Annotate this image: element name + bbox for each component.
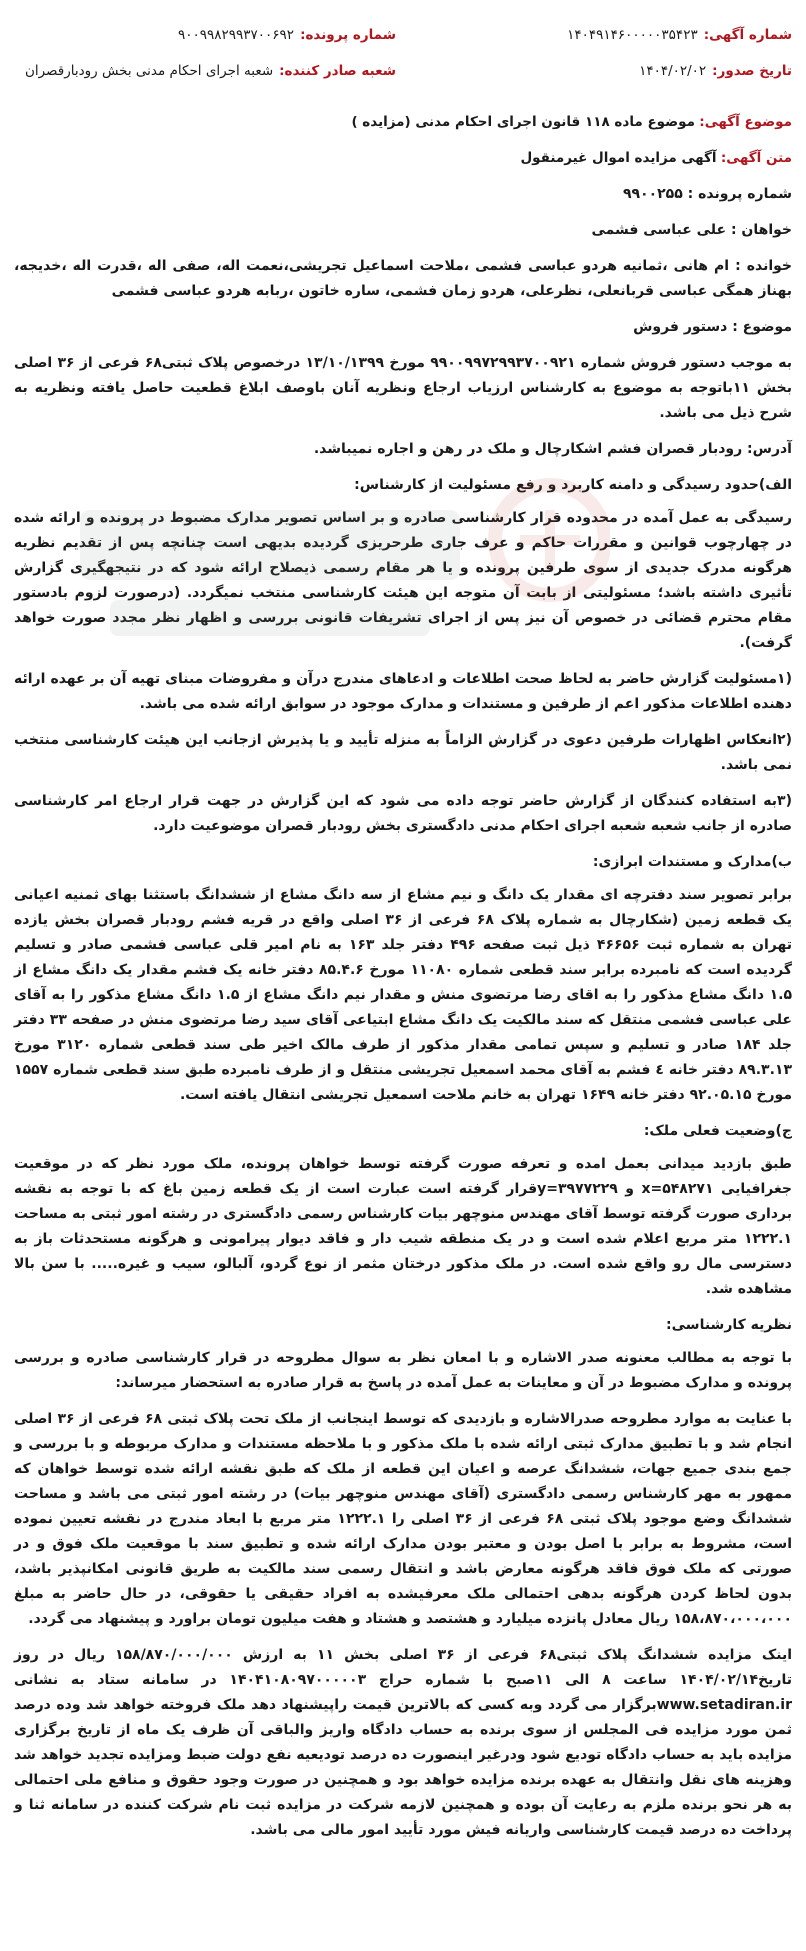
subject-line <box>14 110 792 134</box>
text-title-value: آگهی مزایده اموال غیرمنقول <box>520 150 717 166</box>
issue-date-label: تاریخ صدور: <box>712 63 792 79</box>
auction-paragraph: اینک مزایده ششدانگ پلاک ثبتی۶۸ فرعی از ۳۶ اصلی بخش ۱۱ به ارزش ۱۵۸/۸۷۰/۰۰۰/۰۰۰ ریال در روز تاریخ۱۴۰۴/۰۲/۱۴ ساعت ۸ الی ۱۱صبح با شماره حراج ۱۴۰۴۱۰۸۰۹۷۰۰۰۰۰۳ در سامانه ستاد به نشانی www.setadiran.irبرگزار می گردد وبه کسی که بالاترین قیمت راپیشنهاد دهد ملک فروخته خواهد شد وده درصد ثمن مورد مزایده فی المجلس از سوی برنده به حساب دادگاه واریز والباقی آن ظرف یک ماه از تاریخ برگزاری مزایده باید به حساب دادگاه تودیع شود ودرغیر اینصورت ده درصد تودیعیه نفع دولت ضبط ومزایده تجدید خواهد شد وهزینه های نقل وانتقال به عهده برنده مزایده خواهد بود و همچنین در صورت وجود حقوق و منافع ملی احتمالی به هر نحو برنده ملزم به رعایت آن بوده و همچنین لازمه شرکت در مزایده ثبت نام شرکت کننده در سامانه ثنا و پرداخت ده درصد قیمت کارشناسی واریانه فیش مورد تأیید امور مالی می باشد. <box>14 1647 793 1838</box>
item-1-paragraph: (۱مسئولیت گزارش حاضر به لحاظ صحت اطلاعات و ادعاهای مندرج درآن و مفروضات مبنای تهیه آن بر عهده ارائه دهنده اطلاعات مذکور اعم از طرفین و مستندات و مدارک موجود در سوابق ارائه شده می باشد. <box>14 671 792 712</box>
case-number-value: ۹۰۰۹۹۸۲۹۹۳۷۰۰۶۹۲ <box>178 27 295 43</box>
section-b-paragraph: برابر تصویر سند دفترچه ای مقدار یک دانگ و نیم مشاع از سه دانگ مشاع از ششدانگ باستثنا بهای ثمنیه اعیانی یک قطعه زمین (شکارچال به شماره پلاک ۶۸ فرعی از ۳۶ اصلی واقع در قریه فشم رودبار قصران بخش یازده تهران به شماره ثبت ۴۶۶۵۶ ذیل ثبت صفحه ۴۹۶ دفتر جلد ۱۶۳ به نام امیر قلی عباسی فشمی صادر و تسلیم گردیده است که نامبرده برابر سند قطعی شماره ۱۱۰۸۰ مورخ ۸۵.۴.۶ دفتر خانه یک فشم مقدار یک دانگ مشاع از ۱.۵ دانگ مشاع مذکور را به اقای رضا مرتضوی منش و مقدار نیم دانگ مشاع از ۱.۵ دانگ مشاع مذکور را به آقای علی عباسی فشمی منتقل که سند مالکیت یک دانگ مشاع ابتیاعی آقای سید رضا مرتضوی منش در صفحه ۳۳ دفتر جلد ۱۸۴ صادر و تسلیم و سپس تمامی مقدار مذکور از طرف مالک اخیر طی سند قطعی شماره ۳۱۲۰ مورخ ۸۹.۳.۱۳ دفتر خانه ٤ فشم به آقای محمد اسمعیل تجریشی منتقل و از طرف نامبرده طبق سند قطعی شماره ۱۵۵۷ مورخ ۹۲.۰۵.۱۵ دفتر خانه ۱۶۴۹ تهران به خانم ملاحت اسمعیل تجریشی انتقال یافته است. <box>14 887 792 1103</box>
issue-date-row <box>410 60 792 82</box>
section-c-title: ج)وضعیت فعلی ملک: <box>643 1123 792 1139</box>
issuer-label: شعبه صادر کننده: <box>279 63 396 79</box>
case-line: شماره پرونده : ۹۹۰۰۲۵۵ <box>622 186 792 202</box>
issuer-row <box>14 60 396 82</box>
notice-header <box>14 24 792 82</box>
issuer-value: شعبه اجرای احکام مدنی بخش رودبارقصران <box>24 63 274 79</box>
case-number-row <box>14 24 396 46</box>
item-3-paragraph: (۳به استفاده کنندگان از گزارش حاضر توجه داده می شود که این گزارش در جهت قرار ارجاع امر کارشناسی صادره از جانب شعبه شعبه اجرای احکام مدنی دادگستری بخش رودبار قصران موضوعیت دارد. <box>14 793 792 834</box>
plaintiff-line: خواهان : علی عباسی فشمی <box>591 222 792 238</box>
ad-number-row <box>410 24 792 46</box>
ad-number-value: ۱۴۰۴۹۱۴۶۰۰۰۰۰۳۵۴۲۳ <box>567 27 698 43</box>
subject-value: موضوع ماده ۱۱۸ قانون اجرای احکام مدنی (مزایده ) <box>351 114 695 130</box>
defendants-paragraph: خوانده : ام هانی ،ثمانیه هردو عباسی فشمی ،ملاحت اسماعیل تجریشی،نعمت اله، صفی اله ،قدرت اله ،خدیجه، بهناز همگی عباسی قربانعلی، نظرعلی، هردو زمان فشمی، ساره خاتون ،ربابه هردو عباسی فشمی <box>14 258 792 299</box>
subject-label: موضوع آگهی: <box>699 114 792 130</box>
section-c-paragraph: طبق بازدید میدانی بعمل امده و تعرفه صورت گرفته توسط خواهان پرونده، ملک مورد نظر که در موقعیت جغرافیایی x=۵۴۸۲۷۱ و y=۳۹۷۷۲۲۹قرار گرفته است عبارت است از یک قطعه زمین باغ که با توجه به نقشه برداری صورت گرفته توسط آقای مهندس منوچهر بیات کارشناس رسمی دادگستری در رشته امور ثبتی به مساحت ۱۲۲۲.۱ متر مربع اعلام شده است و در یک منطقه شیب دار و فاقد دیوار پیرامونی و هرگونه مستحدثات باز به دسترسی مال رو واقع شده است. در ملک مذکور درختان مثمر از نوع گردو، آلبالو، سیب و غیره..... با سن بالا مشاهده شد. <box>14 1156 793 1297</box>
text-title-line <box>14 146 792 170</box>
item-2-paragraph: (۲انعکاس اظهارات طرفین دعوی در گزارش الزاماً به منزله تأیید و یا پذیرش ازجانب این هیئت کارشناسی منتخب نمی باشد. <box>14 732 792 773</box>
intro-paragraph: به موجب دستور فروش شماره ۹۹۰۰۹۹۷۲۹۹۳۷۰۰۹۲۱ مورخ ۱۳/۱۰/۱۳۹۹ درخصوص پلاک ثبتی۶۸ فرعی از ۳۶ اصلی بخش ۱۱باتوجه به موضوع به کارشناس ارزیاب ارجاع ونظریه آنان باوصف ابلاغ قطعیت حاصل یافته ونظریه به شرح ذیل می باشد. <box>14 355 793 421</box>
opinion-title: نظریه کارشناسی: <box>666 1317 792 1333</box>
opinion-intro-paragraph: با توجه به مطالب معنونه صدر الاشاره و با امعان نظر به سوال مطروحه در قرار کارشناسی صادره و بررسی پرونده و مدارک مضبوط در آن و معاینات به عمل آمده در پاسخ به قرار صادره به استحضار میرساند: <box>14 1350 792 1391</box>
ad-number-label: شماره آگهی: <box>703 27 792 43</box>
section-a-title: الف)حدود رسیدگی و دامنه کاربرد و رفع مسئولیت از کارشناس: <box>354 477 792 493</box>
topic-line: موضوع : دستور فروش <box>633 319 792 335</box>
text-title-label: متن آگهی: <box>720 150 792 166</box>
case-number-label: شماره پرونده: <box>300 27 396 43</box>
issue-date-value: ۱۴۰۴/۰۲/۰۲ <box>639 63 707 79</box>
opinion-paragraph: با عنایت به موارد مطروحه صدرالاشاره و بازدیدی که توسط اینجانب از ملک تحت پلاک ثبتی ۶۸ فرعی از ۳۶ اصلی انجام شد و با تطبیق مدارک ثبتی ارائه شده با ملک مذکور و با ملاحظه مستندات و مدارک مربوطه و با بررسی و جمع بندی جمیع جهات، ششدانگ عرصه و اعیان این قطعه از ملک که طبق نقشه ارائه شده توسط خواهان که ممهور به مهر کارشناس رسمی دادگستری (آقای مهندس منوچهر بیات) در رشته امور ثبتی می باشد و مساحت ششدانگ وضع موجود پلاک ثبتی ۶۸ فرعی از ۳۶ اصلی را ۱۲۲۲.۱ متر مربع با ابعاد مندرج در نقشه تعیین نموده است، مشروط به برابر با اصل بودن و معتبر بودن مدارک ارائه شده و تطبیق سند با موقعیت ملک فوق و در صورتی که ملک فوق فاقد هرگونه معارض باشد و انتقال رسمی سند مالکیت به طریق قانونی امکانپذیر باشد، بدون لحاظ کردن هرگونه بدهی احتمالی ملک معرفیشده به افراد حقیقی یا حقوقی، در حال حاضر به مبلغ ۱۵۸،۸۷۰،۰۰۰،۰۰۰ ریال معادل پانزده میلیارد و هشتصد و هشتاد و هفت میلیون تومان براورد و پیشنهاد می گردد. <box>14 1411 792 1627</box>
address-line: آدرس: رودبار قصران فشم اشکارچال و ملک در رهن و اجاره نمیباشد. <box>313 441 792 457</box>
section-b-title: ب)مدارک و مستندات ابرازی: <box>592 854 792 870</box>
section-a-paragraph: رسیدگی به عمل آمده در محدوده قرار کارشناسی صادره و بر اساس تصویر مدارک مضبوط در پرونده و ارائه شده در چهارچوب قوانین و مقررات حاکم و عرف جاری طرحریزی گردیده بدیهی است چنانچه پس از تقدیم نظریه هرگونه مدرک جدیدی از سوی طرفین پرونده و یا هر مقام رسمی ذیصلاح ارائه شود که در نتیجهگیری گزارش تأثیری داشته باشد؛ مسئولیتی از بابت آن متوجه این هیئت کارشناسی منتخب نمیگردد. (درصورت لزوم بادستور مقام محترم قضائی در خصوص آن نیز پس از اجرای تشریفات قانونی بررسی و اظهار نظر مجدد صورت خواهد گرفت). <box>14 510 792 651</box>
